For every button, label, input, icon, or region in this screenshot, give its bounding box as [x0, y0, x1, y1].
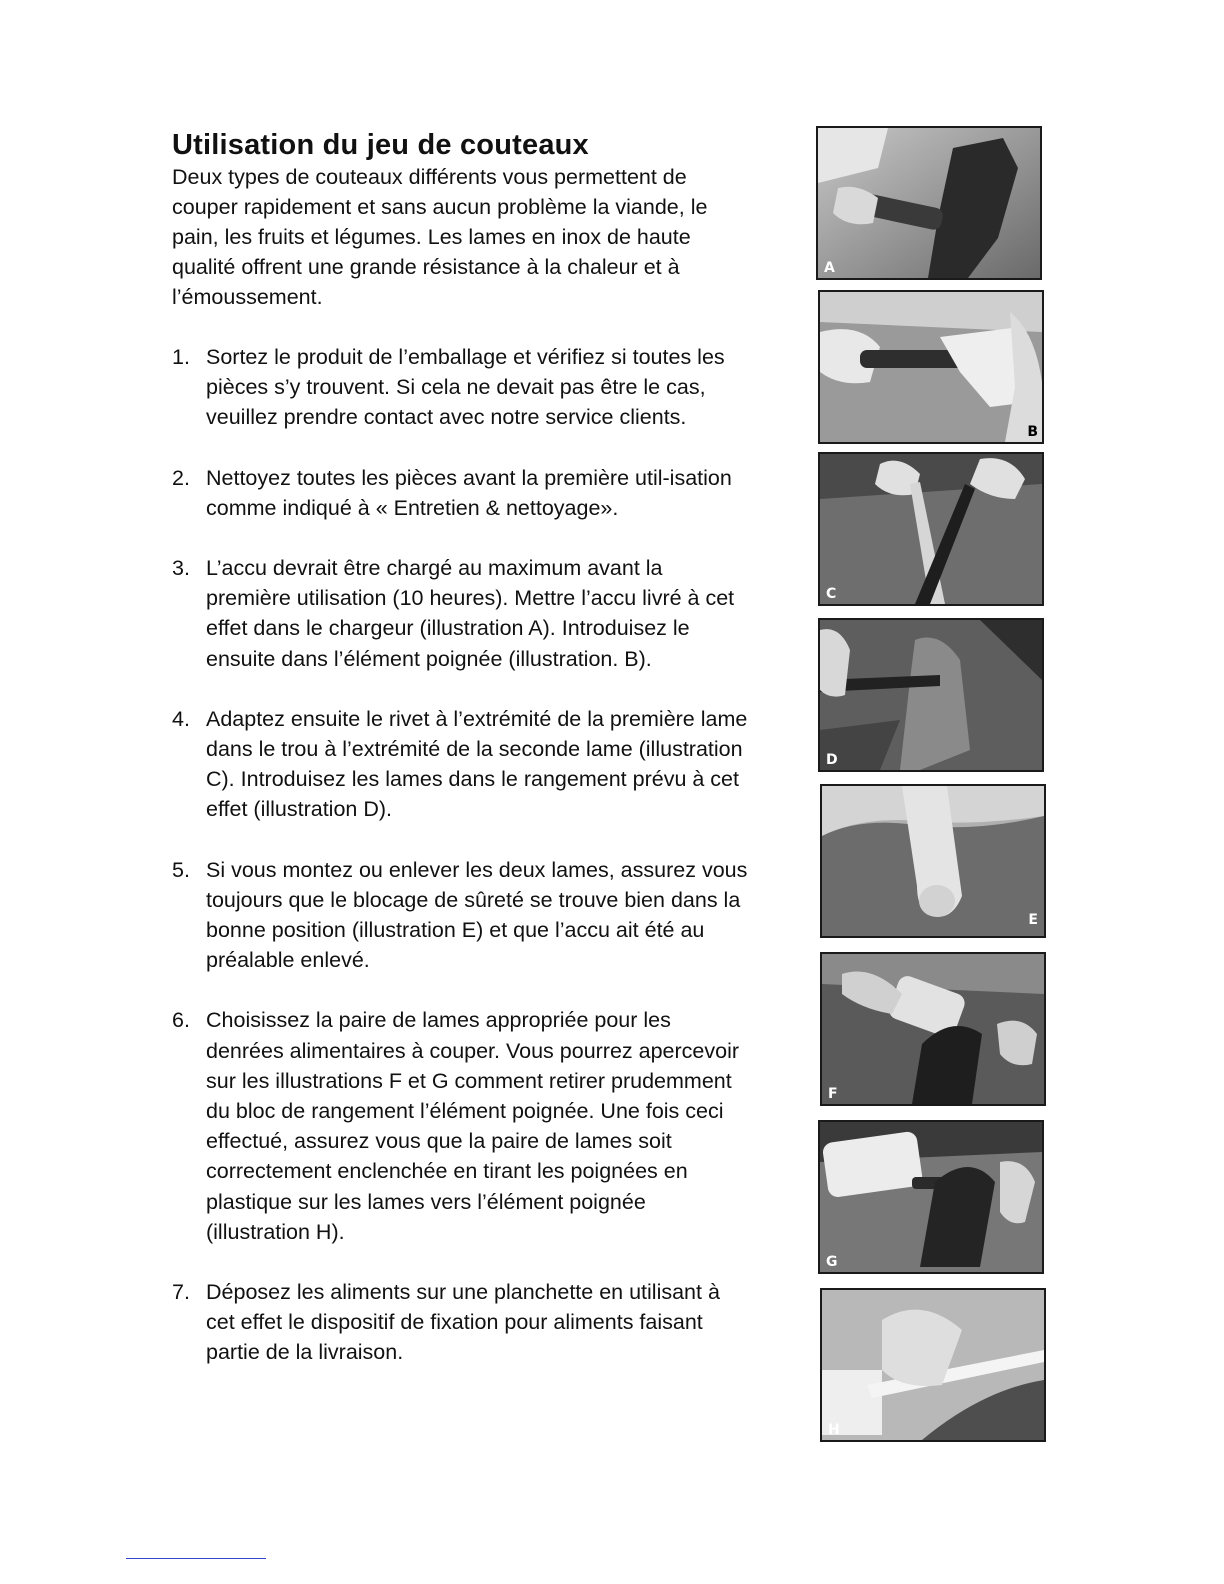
illustration-label: B	[1027, 424, 1038, 440]
blades-photo-icon	[820, 454, 1042, 604]
step-number: 7.	[172, 1280, 190, 1305]
step-item	[172, 342, 752, 433]
step-text: Déposez les aliments sur une planchette en utilisant à cet effet le dispositif de fixation pour aliments faisant partie de la livraison.	[206, 1280, 720, 1365]
storage-photo-icon	[820, 620, 1042, 770]
step-text: Adaptez ensuite le rivet à l’extrémité de la première lame dans le trou à l’extrémité de la seconde lame (illustration C). Introduisez les lames dans le rangement prévu à cet effet (illustration D).	[206, 706, 748, 822]
step-number: 3.	[172, 556, 190, 581]
step-number: 1.	[172, 345, 190, 369]
step-text: L’accu devrait être chargé au maximum avant la première utilisation (10 heures). Mettre l’accu livré à cet effet dans le chargeur (illustration A). Introduisez le ensuite dans l’élément poignée (illustration. B).	[206, 556, 735, 671]
block-photo-icon	[820, 1122, 1042, 1272]
step-number: 4.	[172, 706, 190, 731]
illustration-f	[820, 952, 1046, 1106]
illustration-label: F	[828, 1086, 838, 1102]
illustration-d	[818, 618, 1044, 772]
handle-photo-icon	[820, 292, 1042, 442]
cutting-photo-icon	[822, 1290, 1044, 1440]
step-number: 5.	[172, 857, 190, 882]
illustration-label: E	[1028, 912, 1038, 928]
step-number: 6.	[172, 1008, 190, 1033]
illustration-label: C	[826, 586, 837, 602]
step-item	[172, 704, 752, 825]
step-item	[172, 1005, 752, 1247]
remove-handle-photo-icon	[822, 954, 1044, 1104]
step-text: Nettoyez toutes les pièces avant la première util-isation comme indiqué à « Entretien & nettoyage».	[206, 465, 732, 520]
step-item	[172, 855, 752, 976]
steps-list	[172, 342, 752, 1368]
illustration-g	[818, 1120, 1044, 1274]
step-number: 2.	[172, 465, 190, 490]
step-text: Choisissez la paire de lames appropriée pour les denrées alimentaires à couper. Vous pourrez apercevoir sur les illustrations F et G comment retirer prudemment du bloc de rangement l’élément poignée. Une fois ceci effectué, assurez vous que la paire de lames soit correctement enclenchée en tirant les poignées en plastique sur les lames vers l’élément poignée (illustration H).	[206, 1008, 740, 1244]
step-text: Si vous montez ou enlever les deux lames, assurez vous toujours que le blocage de sûreté se trouve bien dans la bonne position (illustration E) et que l’accu ait été au préalable enlevé.	[206, 857, 748, 973]
illustration-label: H	[828, 1422, 840, 1438]
instructions-column	[172, 128, 752, 1368]
footnote-divider	[126, 1558, 266, 1559]
illustration-b	[818, 290, 1044, 444]
charger-photo-icon	[818, 128, 1040, 278]
illustration-h	[820, 1288, 1046, 1442]
illustration-c	[818, 452, 1044, 606]
step-text: Sortez le produit de l’emballage et vérifiez si toutes les pièces s’y trouvent. Si cela ne devait pas être le cas, veuillez prendre contact avec notre service clients.	[206, 345, 725, 430]
step-item	[172, 553, 752, 674]
page-title: Utilisation du jeu de couteaux	[172, 129, 589, 161]
intro-paragraph: Deux types de couteaux différents vous permettent de couper rapidement et sans aucun problème la viande, le pain, les fruits et légumes. Les lames en inox de haute qualité offrent une grande résistance à la chaleur et à l’émoussement.	[172, 165, 708, 309]
illustration-label: G	[826, 1254, 838, 1270]
safety-lock-photo-icon	[822, 786, 1044, 936]
illustration-a	[816, 126, 1042, 280]
step-item	[172, 463, 752, 523]
step-item	[172, 1277, 752, 1368]
illustration-e	[820, 784, 1046, 938]
illustration-label: A	[824, 260, 835, 276]
illustration-label: D	[826, 752, 838, 768]
